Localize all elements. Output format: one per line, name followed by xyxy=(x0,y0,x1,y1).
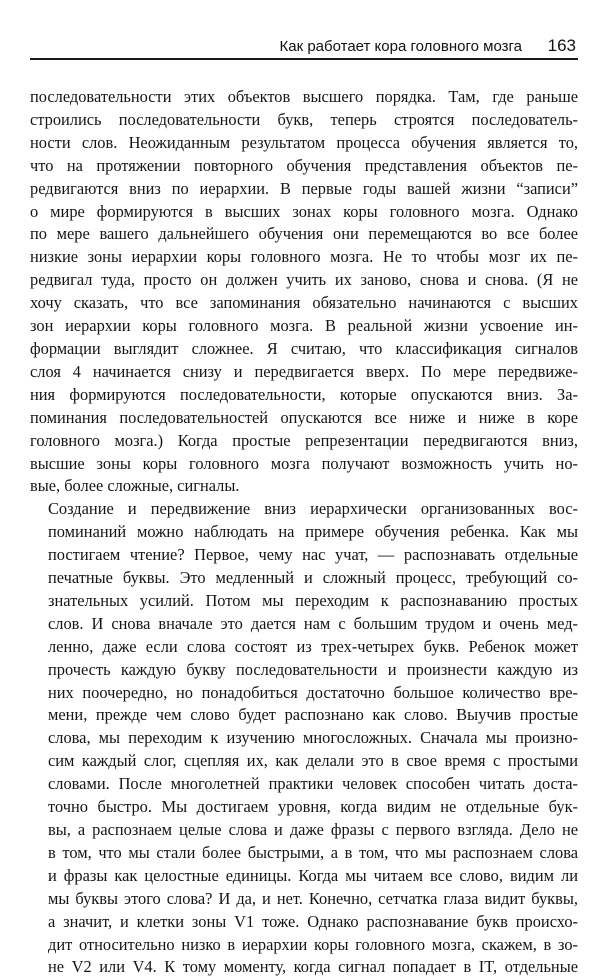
text-line: мы буквы этого слова? И да, и нет. Конечно, сетчатка глаза видит буквы, xyxy=(48,888,578,908)
text-line: не V2 или V4. К тому моменту, когда сигнал попадает в IT, отдельные xyxy=(48,957,578,977)
text-line: слов. И снова вначале это дается нам с большим трудом и очень мед- xyxy=(48,613,578,633)
text-line: вые, более сложные, сигналы. xyxy=(30,476,240,496)
text-line: а значит, и клетки зоны V1 тоже. Однако распознавание букв происхо- xyxy=(48,911,578,931)
text-line: что на протяжении повторного обучения представления объектов пе- xyxy=(30,155,578,175)
text-line: них поочередно, но понадобиться достаточно большое количество вре- xyxy=(48,682,578,702)
text-line: ленно, даже если слова состоят из трех-четырех букв. Ребенок может xyxy=(48,636,578,656)
book-page xyxy=(30,28,578,979)
text-line: последовательности этих объектов высшего порядка. Там, где раньше xyxy=(30,87,578,106)
text-line: печатные буквы. Это медленный и сложный процесс, требующий со- xyxy=(48,568,578,588)
text-line: и фразы как целостные единицы. Когда мы читаем все слово, видим ли xyxy=(48,865,578,885)
text-line: мени, прежде чем слово будет распознано как слово. Выучив простые xyxy=(48,705,578,725)
text-line: слоя 4 начинается снизу и передвигается вверх. По мере передвиже- xyxy=(30,361,578,381)
text-line: вы, а распознаем целые слова и даже фразы с первого взгляда. Дело не xyxy=(48,820,578,839)
text-line: прочесть каждую букву последовательности и произнести каждую из xyxy=(48,659,578,679)
text-line: ния формируются последовательности, которые опускаются вниз. За- xyxy=(30,384,578,404)
page-number: 163 xyxy=(547,36,576,55)
body-text xyxy=(30,86,578,979)
running-header xyxy=(30,28,578,60)
text-line: хочу сказать, что все запоминания обязательно начинаются с высших xyxy=(30,293,578,313)
text-line: поминания последовательностей опускаются все ниже и ниже в коре xyxy=(30,407,578,427)
text-line: низкие зоны иерархии коры головного мозга. Не то чтобы мозг их пе- xyxy=(30,247,578,267)
paragraph xyxy=(30,498,578,979)
text-line: зон иерархии коры головного мозга. В реальной жизни усвоение ин- xyxy=(30,316,578,336)
text-line: о мире формируются в высших зонах коры головного мозга. Однако xyxy=(30,201,578,221)
text-line: дит относительно низко в иерархии коры головного мозга, скажем, в зо- xyxy=(48,934,578,954)
text-line: высшие зоны коры головного мозга получают возможность учить но- xyxy=(30,453,578,473)
text-line: формации выглядит сложнее. Я считаю, что классификация сигналов xyxy=(30,338,578,358)
text-line: сим каждый слог, сцепляя их, как делали это в свое время с простыми xyxy=(48,751,578,771)
text-line: строились последовательности букв, теперь строятся последователь- xyxy=(30,109,578,129)
text-line: знательных усилий. Потом мы переходим к распознаванию простых xyxy=(48,590,578,610)
text-line: постигаем чтение? Первое, чему нас учат, — распознавать отдельные xyxy=(48,545,578,565)
text-line: словами. После многолетней практики человек способен читать доста- xyxy=(48,774,578,794)
text-line: ности слов. Неожиданным результатом процесса обучения является то, xyxy=(30,132,578,152)
text-line: слова, мы переходим к изучению многосложных. Сначала мы произно- xyxy=(48,728,578,748)
text-line: в том, что мы стали более быстрыми, а в том, что мы распознаем слова xyxy=(48,842,578,862)
text-line: Создание и передвижение вниз иерархически организованных вос- xyxy=(48,499,578,519)
running-title: Как работает кора головного мозга xyxy=(279,38,522,55)
text-line: по мере вашего дальнейшего обучения они перемещаются во все более xyxy=(30,224,578,244)
text-line: точно быстро. Мы достигаем уровня, когда видим не отдельные бук- xyxy=(48,797,578,817)
paragraph-container xyxy=(30,86,578,979)
text-line: редвигал туда, просто он должен учить их заново, снова и снова. (Я не xyxy=(30,270,578,290)
text-line: редвигаются вниз по иерархии. В первые годы вашей жизни “записи” xyxy=(30,178,578,198)
text-line: головного мозга.) Когда простые репрезентации передвигаются вниз, xyxy=(30,430,578,450)
paragraph xyxy=(30,86,578,498)
text-line: поминаний можно наблюдать на примере обучения ребенка. Как мы xyxy=(48,522,578,542)
